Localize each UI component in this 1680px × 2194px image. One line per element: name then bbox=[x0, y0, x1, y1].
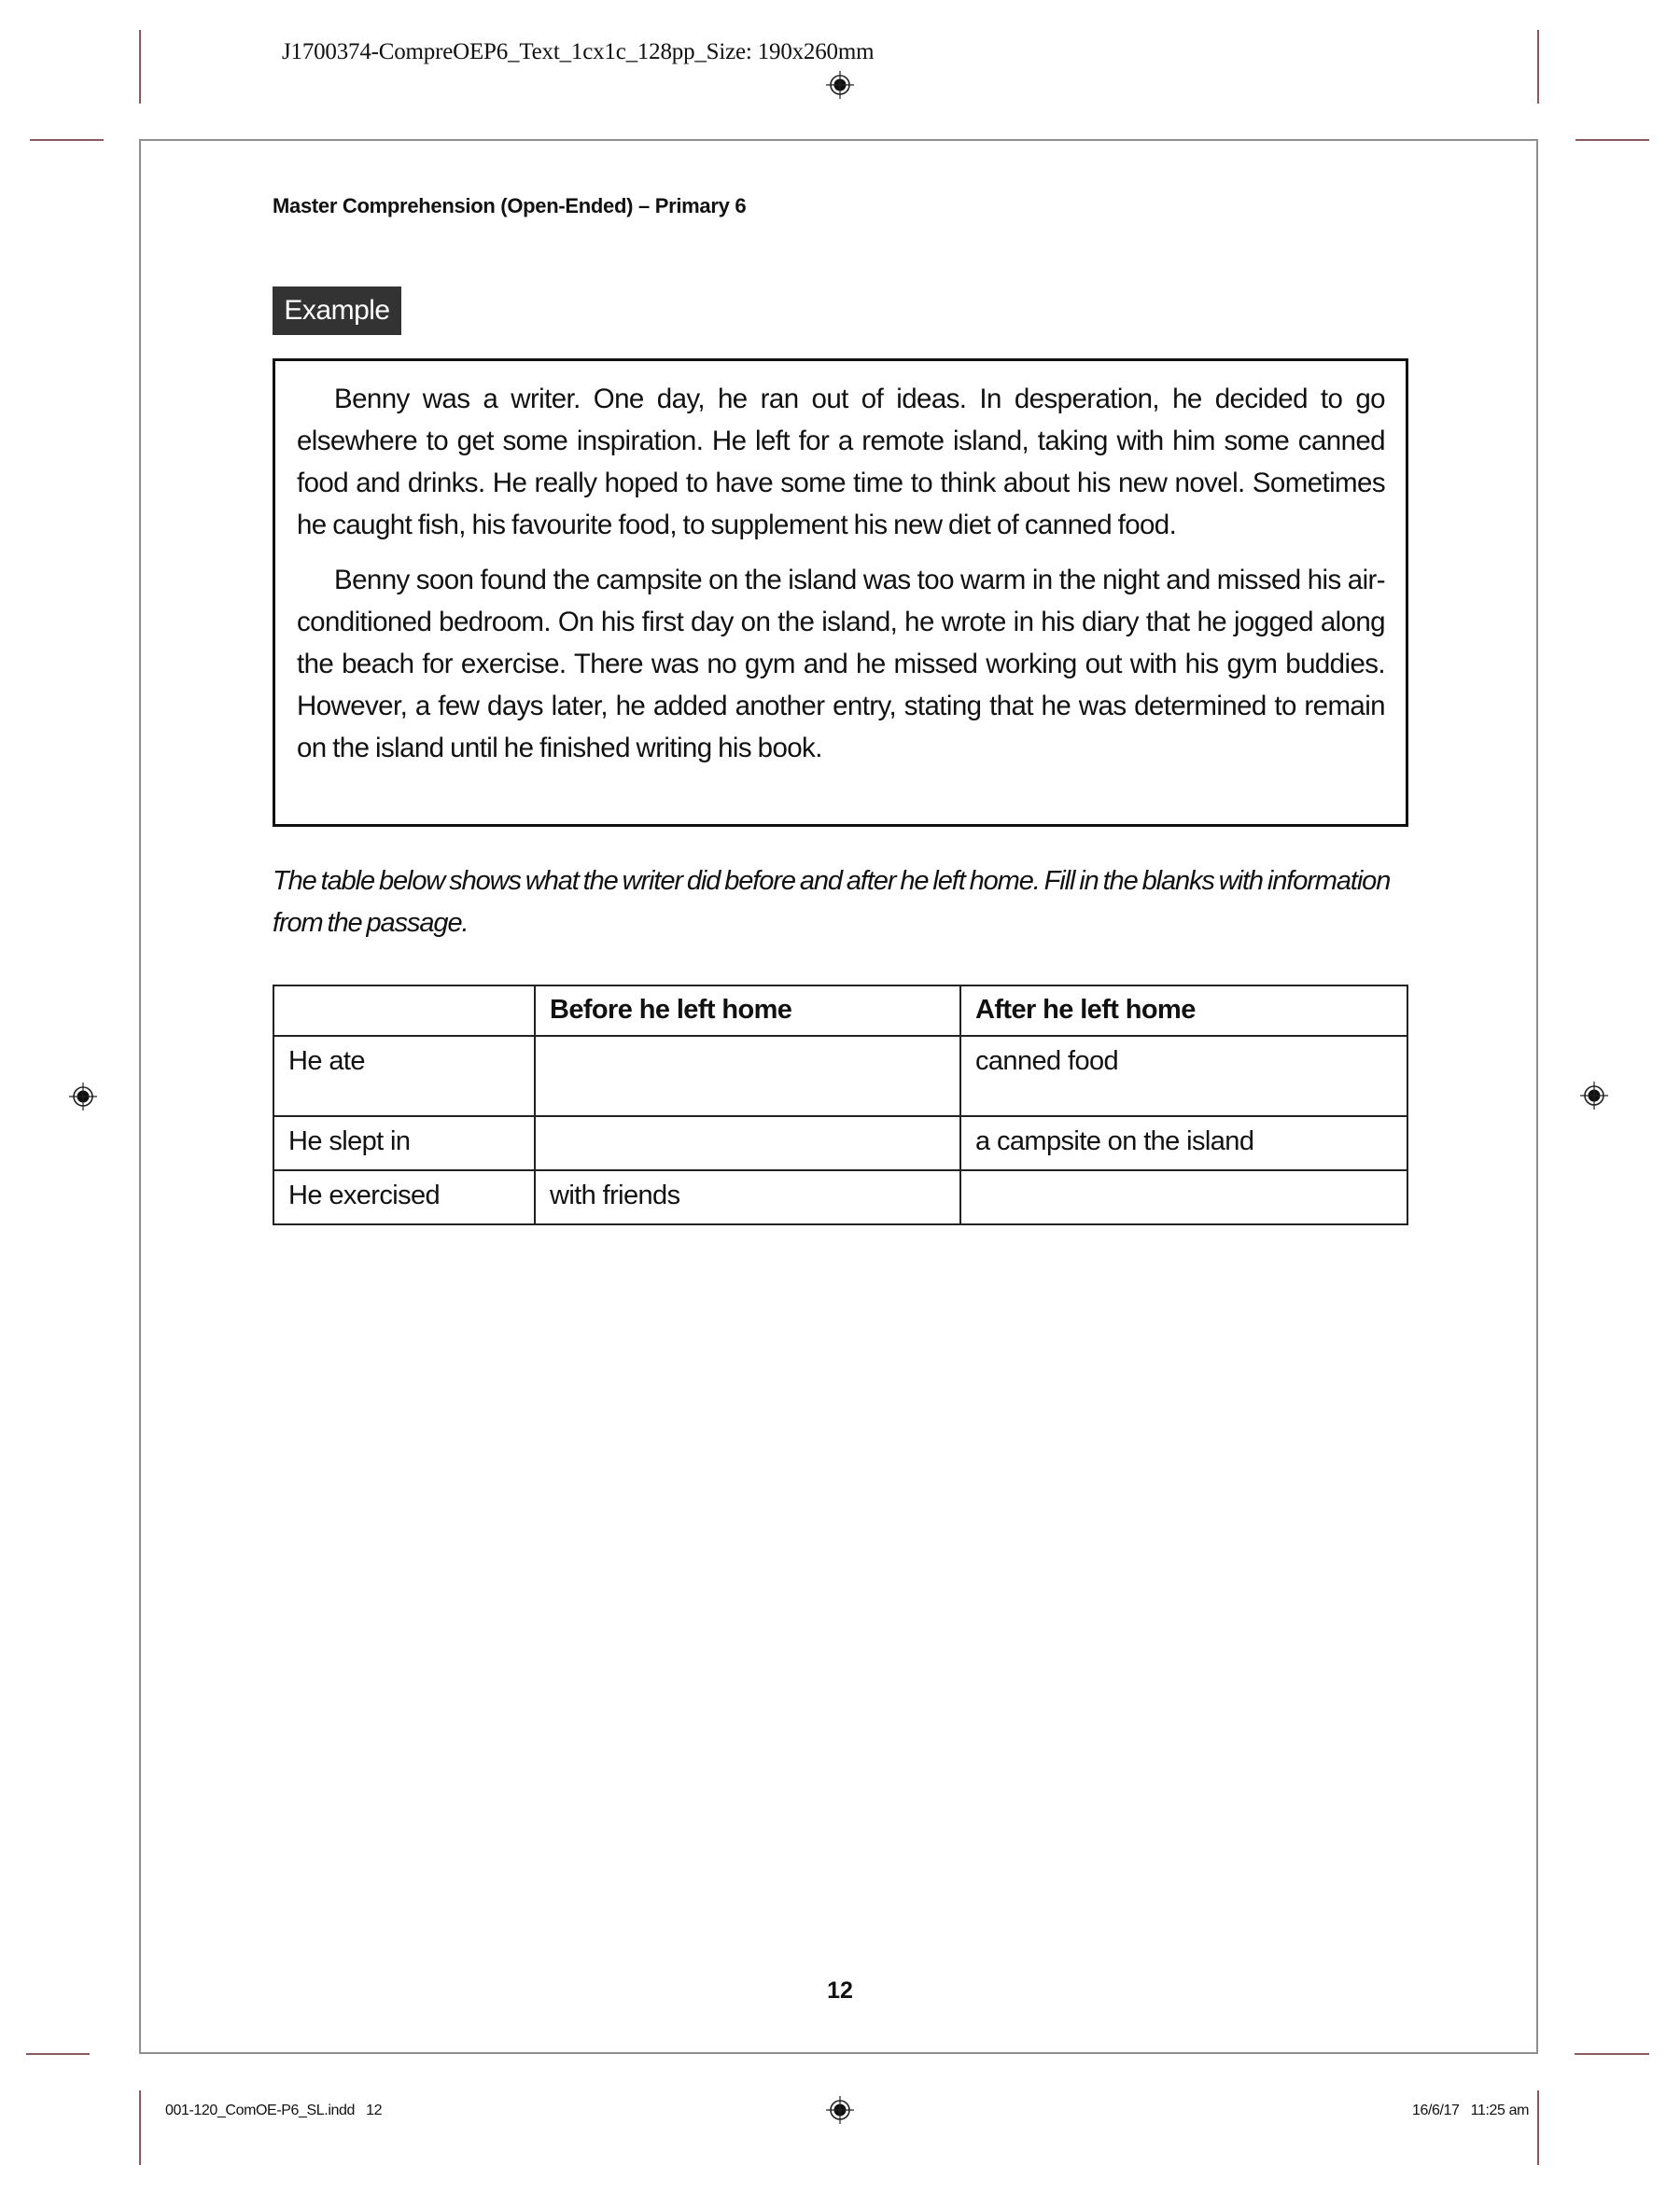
trim-mark-top-left-vertical bbox=[139, 30, 141, 104]
table-row-label: He slept in bbox=[273, 1116, 535, 1170]
registration-mark-icon bbox=[825, 70, 855, 100]
trim-mark-top-right-horizontal bbox=[1575, 139, 1649, 141]
table-cell: canned food bbox=[960, 1036, 1407, 1116]
trim-mark-bottom-left-horizontal bbox=[26, 2053, 90, 2055]
registration-mark-icon bbox=[1579, 1081, 1609, 1111]
table-cell: with friends bbox=[535, 1170, 960, 1224]
trim-mark-top-right-vertical bbox=[1537, 30, 1539, 104]
trim-mark-top-left-horizontal bbox=[30, 139, 104, 141]
table-row bbox=[273, 1170, 1407, 1224]
print-slug-top: J1700374-CompreOEP6_Text_1cx1c_128pp_Size: 190x260mm bbox=[282, 39, 875, 64]
table-header-row bbox=[273, 985, 1407, 1036]
table-header-cell bbox=[273, 985, 535, 1036]
passage-paragraph-2: Benny soon found the campsite on the island was too warm in the night and missed his air-conditioned bedroom. On his first day on the island, he wrote in his diary that he jogged along the beach for exercise. There was no gym and he missed working out with his gym buddies. However, a few days later, he added another entry, stating that he was determined to remain on the island until he finished writing his book. bbox=[297, 565, 1385, 763]
passage-box bbox=[273, 358, 1408, 827]
trim-mark-bottom-left-vertical bbox=[139, 2090, 141, 2165]
table-row-label: He ate bbox=[273, 1036, 535, 1116]
table-cell-blank[interactable] bbox=[960, 1170, 1407, 1224]
print-slug-bottom-right: 16/6/17 11:25 am bbox=[1411, 2103, 1529, 2118]
table-cell-blank[interactable] bbox=[535, 1116, 960, 1170]
trim-mark-bottom-right-vertical bbox=[1537, 2090, 1539, 2165]
instruction-text: The table below shows what the writer did before and after he left home. Fill in the blanks with information from the passage. bbox=[273, 866, 1391, 938]
table-cell: a campsite on the island bbox=[960, 1116, 1407, 1170]
table-row bbox=[273, 1116, 1407, 1170]
passage-paragraph-1: Benny was a writer. One day, he ran out of ideas. In desperation, he decided to go elsewhere to get some inspiration. He left for a remote island, taking with him some canned food and drinks. He really hoped to have some time to think about his new novel. Sometimes he caught fish, his favourite food, to supplement his new diet of canned food. bbox=[297, 384, 1385, 540]
registration-mark-icon bbox=[68, 1082, 98, 1111]
trim-mark-bottom-right-horizontal bbox=[1575, 2053, 1649, 2055]
print-slug-bottom-left: 001-120_ComOE-P6_SL.indd 12 bbox=[165, 2103, 383, 2118]
table-cell-blank[interactable] bbox=[535, 1036, 960, 1116]
running-head: Master Comprehension (Open-Ended) – Primary 6 bbox=[273, 194, 747, 217]
table-row-label: He exercised bbox=[273, 1170, 535, 1224]
table-header-cell: Before he left home bbox=[535, 985, 960, 1036]
page-number: 12 bbox=[827, 1977, 853, 2004]
answer-table bbox=[273, 985, 1408, 1225]
registration-mark-icon bbox=[825, 2095, 855, 2125]
table-header-cell: After he left home bbox=[960, 985, 1407, 1036]
example-badge: Example bbox=[273, 286, 401, 335]
table-row bbox=[273, 1036, 1407, 1116]
